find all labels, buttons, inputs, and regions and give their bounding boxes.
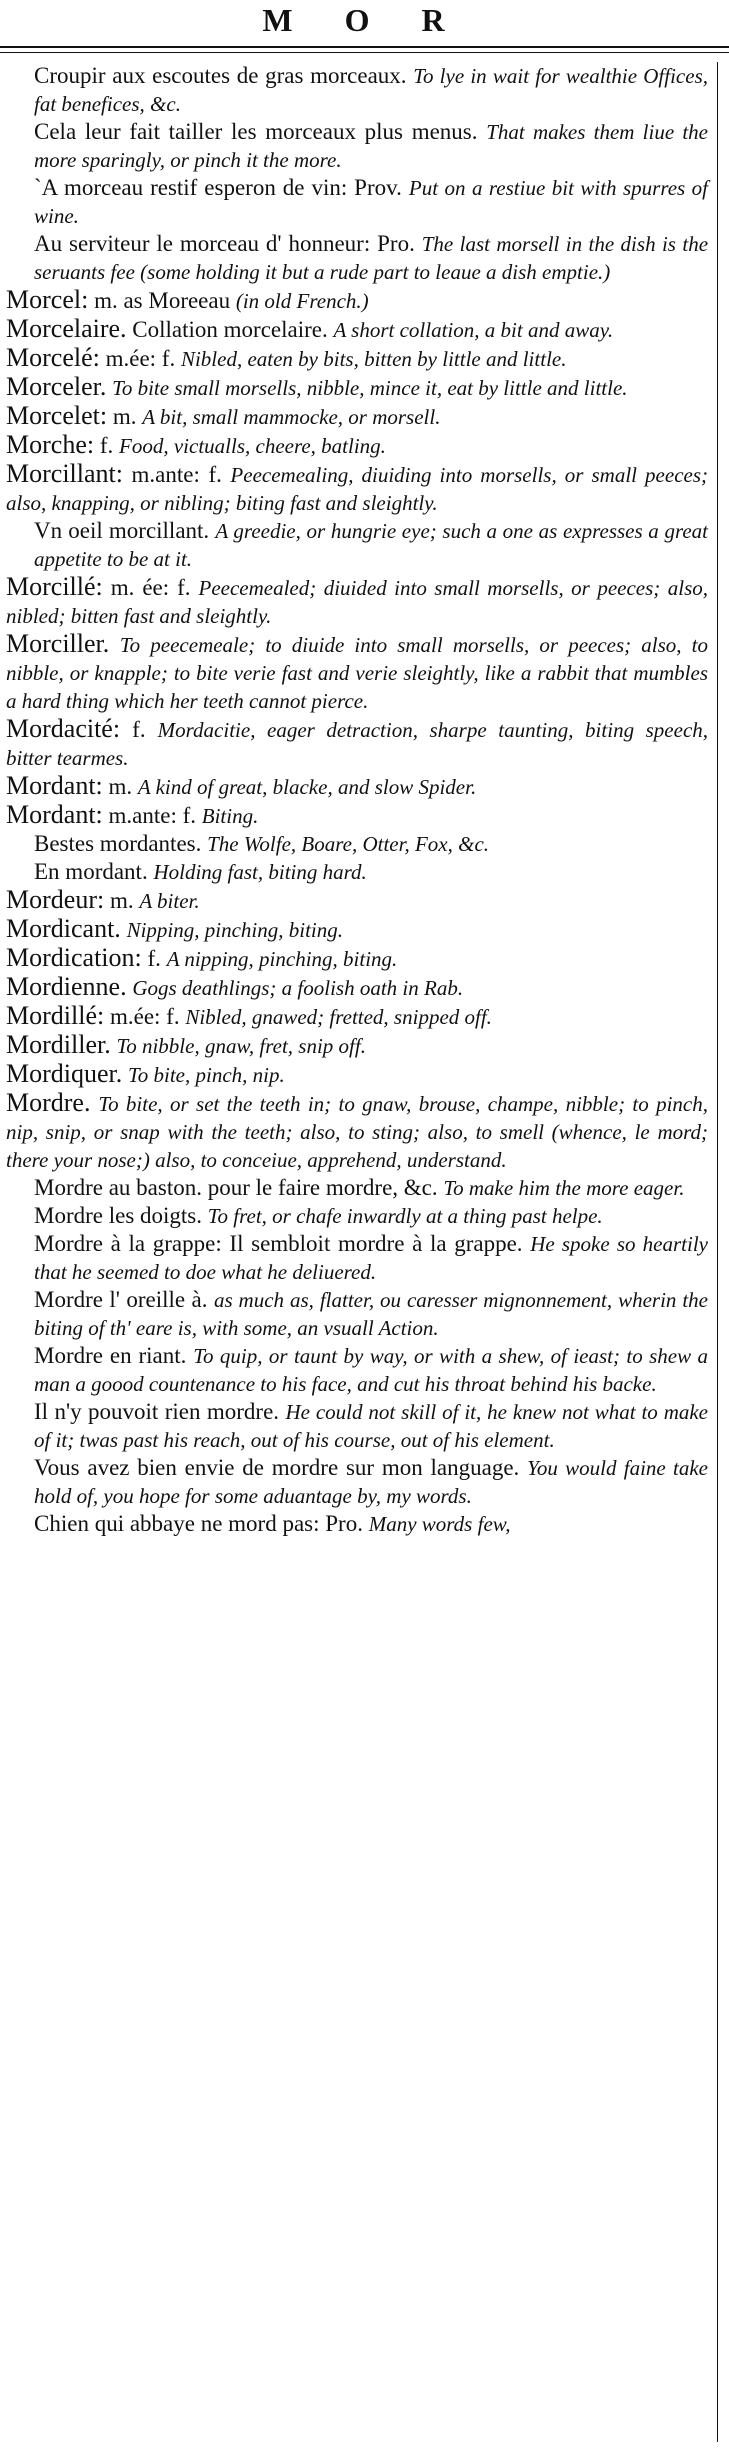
english-gloss: (in old French.) xyxy=(235,289,369,313)
headword: Morcelet: xyxy=(6,401,108,430)
french-text: f. xyxy=(132,717,146,742)
headword: Morcillant: xyxy=(6,459,123,488)
headword: Morciller. xyxy=(6,629,110,658)
headword-entry xyxy=(0,573,714,630)
french-text: m. as Moreeau xyxy=(94,288,231,313)
headword-entry xyxy=(0,286,714,315)
french-text: m. xyxy=(109,888,134,913)
english-gloss: Nipping, pinching, biting. xyxy=(126,918,343,942)
english-gloss: To bite small morsells, nibble, mince it, eat by little and little. xyxy=(112,376,628,400)
french-text: m. xyxy=(108,774,133,799)
header-rule-thin xyxy=(0,52,729,53)
phrase-entry xyxy=(0,1454,714,1510)
headword-entry xyxy=(0,772,714,801)
phrase-entry xyxy=(0,517,714,573)
french-text: m. xyxy=(112,404,137,429)
english-gloss: Peecemealed; diuided into small morsells, or peeces; also, nibled; bitten fast and sleightly. xyxy=(6,576,708,628)
english-gloss: Put on a restiue bit with spurres of wine. xyxy=(34,176,709,228)
english-gloss: Mordacitie, eager detraction, sharpe taunting, biting speech, bitter tearmes. xyxy=(6,718,709,770)
english-gloss: Peecemealing, diuiding into morsells, or small peeces; also, knapping, or nibling; biting fast and sleightly. xyxy=(6,463,709,515)
headword: Morcelaire. xyxy=(6,314,127,343)
french-text: `A morceau restif esperon de vin: Prov. xyxy=(34,175,402,200)
headword: Morcel: xyxy=(6,285,89,314)
headword-entry xyxy=(0,1031,714,1060)
english-gloss: Nibled, gnawed; fretted, snipped off. xyxy=(185,1005,492,1029)
column-rule xyxy=(717,62,718,2442)
headword: Mordiquer. xyxy=(6,1059,123,1088)
headword: Mordeur: xyxy=(6,885,105,914)
headword-entry xyxy=(0,431,714,460)
phrase-entry xyxy=(0,1510,714,1538)
headword: Mordant: xyxy=(6,800,103,829)
phrase-entry xyxy=(0,62,714,118)
english-gloss: Biting. xyxy=(201,804,259,828)
french-text: Cela leur fait tailler les morceaux plus menus. xyxy=(34,119,478,144)
headword-entry xyxy=(0,944,714,973)
english-gloss: Many words few, xyxy=(368,1512,511,1536)
phrase-entry xyxy=(0,1286,714,1342)
english-gloss: To fret, or chafe inwardly at a thing past helpe. xyxy=(207,1204,603,1228)
headword: Mordre. xyxy=(6,1088,91,1117)
headword-entry xyxy=(0,460,714,517)
headword-entry xyxy=(0,801,714,830)
french-text: Au serviteur le morceau d' honneur: Pro. xyxy=(34,231,415,256)
headword-entry xyxy=(0,1089,714,1174)
french-text: Mordre à la grappe: Il sembloit mordre à la grappe. xyxy=(34,1231,523,1256)
headword: Mordicant. xyxy=(6,914,121,943)
page-header: M O R xyxy=(262,2,467,38)
headword: Mordiller. xyxy=(6,1030,111,1059)
phrase-entry xyxy=(0,174,714,230)
headword-entry xyxy=(0,715,714,772)
english-gloss: A kind of great, blacke, and slow Spider. xyxy=(137,775,477,799)
french-text: Mordre en riant. xyxy=(34,1343,187,1368)
headword-entry xyxy=(0,315,714,344)
headword: Morcillé: xyxy=(6,572,103,601)
french-text: Vn oeil morcillant. xyxy=(34,518,210,543)
headword-entry xyxy=(0,1002,714,1031)
french-text: Mordre les doigts. xyxy=(34,1203,203,1228)
english-gloss: You would faine take hold of, you hope for some aduantage by, my words. xyxy=(34,1456,709,1508)
phrase-entry xyxy=(0,230,714,286)
french-text: m.ée: f. xyxy=(105,346,176,371)
english-gloss: He spoke so heartily that he seemed to doe what he deliuered. xyxy=(34,1232,708,1284)
french-text: En mordant. xyxy=(34,859,148,884)
headword-entry xyxy=(0,1060,714,1089)
headword-entry xyxy=(0,973,714,1002)
french-text: m. ée: f. xyxy=(110,575,191,600)
headword: Mordienne. xyxy=(6,972,127,1001)
headword-entry xyxy=(0,402,714,431)
french-text: Il n'y pouvoit rien mordre. xyxy=(34,1399,280,1424)
headword: Mordication: xyxy=(6,943,142,972)
english-gloss: Gogs deathlings; a foolish oath in Rab. xyxy=(132,976,464,1000)
headword: Morceler. xyxy=(6,372,107,401)
english-gloss: as much as, flatter, ou caresser mignonnement, wherin the biting of th' eare is, with some, an vsuall Action. xyxy=(34,1288,708,1340)
phrase-entry xyxy=(0,858,714,886)
english-gloss: A short collation, a bit and away. xyxy=(333,318,614,342)
headword: Mordacité: xyxy=(6,714,121,743)
english-gloss: The Wolfe, Boare, Otter, Fox, &c. xyxy=(207,832,490,856)
english-gloss: Holding fast, biting hard. xyxy=(153,860,367,884)
english-gloss: A bit, small mammocke, or morsell. xyxy=(142,405,441,429)
english-gloss: Nibled, eaten by bits, bitten by little and little. xyxy=(180,347,567,371)
headword-entry xyxy=(0,373,714,402)
headword: Morche: xyxy=(6,430,95,459)
headword: Mordant: xyxy=(6,771,103,800)
headword-entry xyxy=(0,630,714,715)
phrase-entry xyxy=(0,1202,714,1230)
french-text: f. xyxy=(99,433,114,458)
english-gloss: To bite, or set the teeth in; to gnaw, brouse, champe, nibble; to pinch, nip, snip, or snap with the teeth; also, to sting; also, to smell (whence, le mord; there your nose;) also, to conceiue, apprehend, understand. xyxy=(6,1092,709,1172)
french-text: m.ante: f. xyxy=(108,803,197,828)
english-gloss: He could not skill of it, he knew not what to make of it; twas past his reach, out of his course, out of his element. xyxy=(34,1400,709,1452)
headword-entry xyxy=(0,886,714,915)
phrase-entry xyxy=(0,1174,714,1202)
english-gloss: To nibble, gnaw, fret, snip off. xyxy=(116,1034,366,1058)
headword-entry xyxy=(0,344,714,373)
french-text: Collation morcelaire. xyxy=(132,317,328,342)
english-gloss: To make him the more eager. xyxy=(443,1176,685,1200)
french-text: Mordre au baston. pour le faire mordre, &c. xyxy=(34,1175,438,1200)
english-gloss: To peecemeale; to diuide into small morsells, or peeces; also, to nibble, or knapple; to bite verie fast and verie sleightly, like a rabbit that mumbles a hard thing which her teeth cannot pierce. xyxy=(6,633,709,713)
phrase-entry xyxy=(0,1342,714,1398)
english-gloss: To bite, pinch, nip. xyxy=(128,1063,285,1087)
french-text: m.ée: f. xyxy=(109,1004,180,1029)
french-text: Chien qui abbaye ne mord pas: Pro. xyxy=(34,1511,363,1536)
english-gloss: Food, victualls, cheere, batling. xyxy=(119,434,386,458)
phrase-entry xyxy=(0,830,714,858)
french-text: Croupir aux escoutes de gras morceaux. xyxy=(34,63,407,88)
headword: Morcelé: xyxy=(6,343,100,372)
phrase-entry xyxy=(0,1230,714,1286)
phrase-entry xyxy=(0,1398,714,1454)
french-text: Bestes mordantes. xyxy=(34,831,202,856)
french-text: Mordre l' oreille à. xyxy=(34,1287,208,1312)
french-text: m.ante: f. xyxy=(131,462,222,487)
english-gloss: To quip, or taunt by way, or with a shew, of ieast; to shew a man a goood countenance to his face, and cut his throat behind his backe. xyxy=(34,1344,709,1396)
english-gloss: A greedie, or hungrie eye; such a one as expresses a great appetite to be at it. xyxy=(34,519,708,571)
french-text: f. xyxy=(147,946,161,971)
dictionary-column xyxy=(0,62,714,1538)
phrase-entry xyxy=(0,118,714,174)
header-rule xyxy=(0,46,729,48)
headword-entry xyxy=(0,915,714,944)
english-gloss: A nipping, pinching, biting. xyxy=(166,947,398,971)
headword: Mordillé: xyxy=(6,1001,105,1030)
english-gloss: That makes them liue the more sparingly, or pinch it the more. xyxy=(34,120,709,172)
english-gloss: To lye in wait for wealthie Offices, fat benefices, &c. xyxy=(34,64,708,116)
english-gloss: The last morsell in the dish is the seruants fee (some holding it but a rude part to leaue a dish emptie.) xyxy=(34,232,709,284)
english-gloss: A biter. xyxy=(139,889,200,913)
french-text: Vous avez bien envie de mordre sur mon language. xyxy=(34,1455,520,1480)
